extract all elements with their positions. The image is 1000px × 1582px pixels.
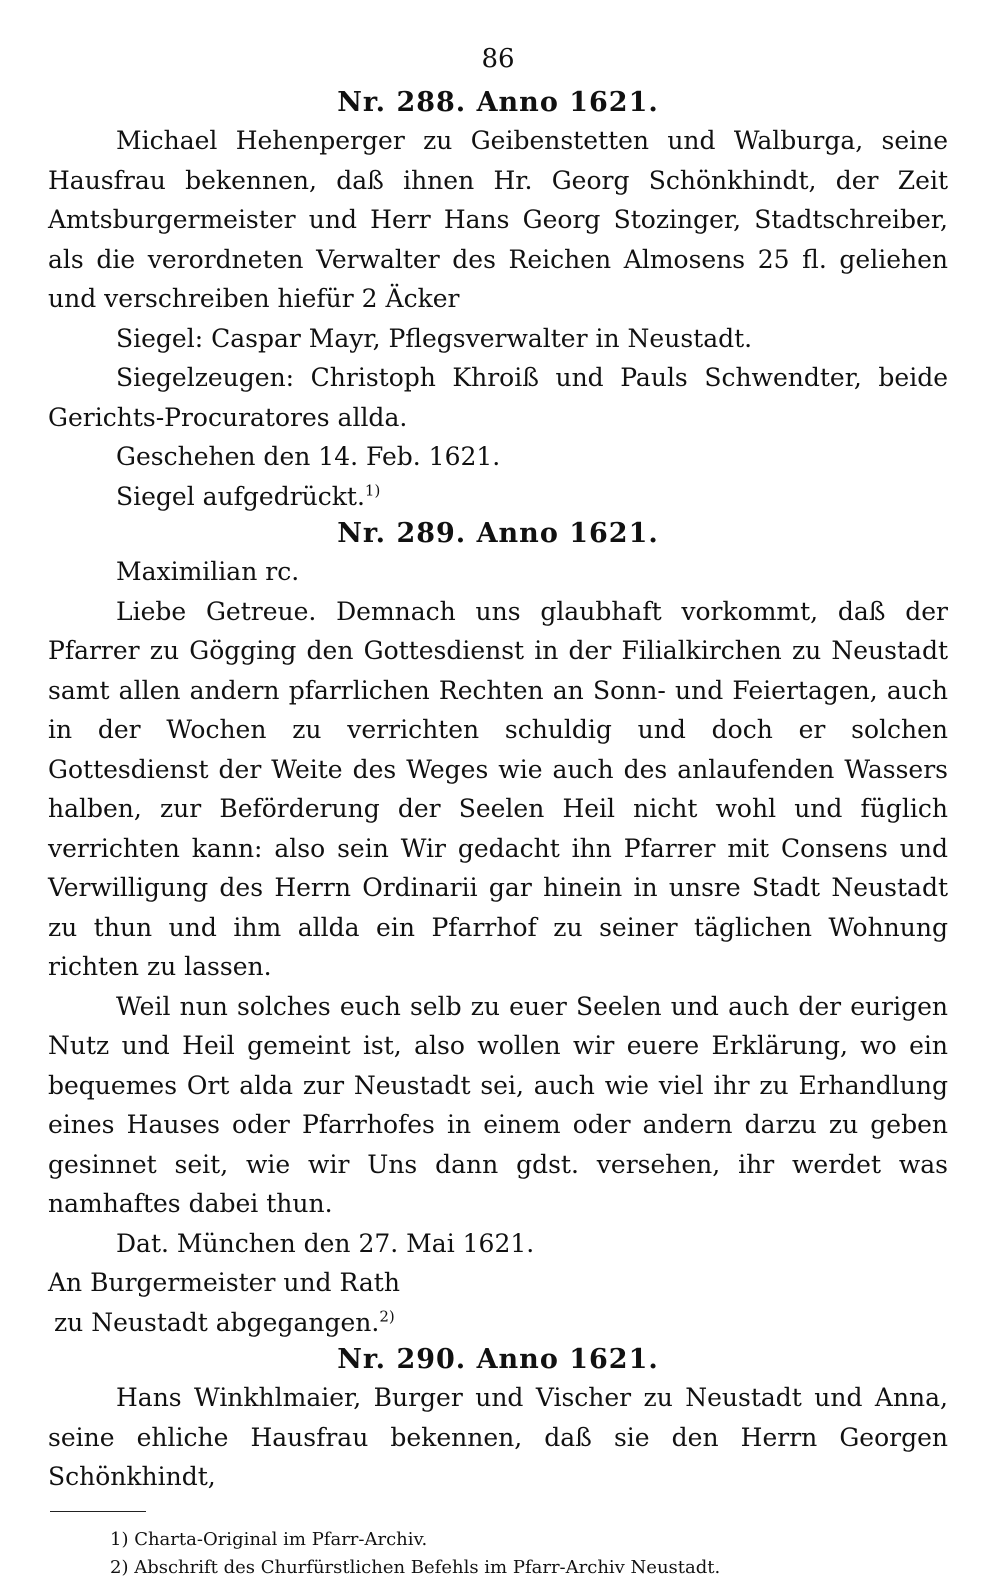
footnote-ref: 2) — [379, 1307, 395, 1326]
footnote: 2) Abschrift des Churfürstlichen Befehls im Pfarr-Archiv Neustadt. — [110, 1556, 721, 1578]
salutation-line: Maximilian rc. — [116, 557, 300, 586]
document-page — [48, 0, 948, 1582]
entry-text: Hans Winkhlmaier, Burger und Vischer zu Neustadt und Anna, seine ehliche Hausfrau bekennen, daß sie den Herrn Georgen Schönkhindt, — [48, 1383, 948, 1491]
entry-text: Weil nun solches euch selb zu euer Seelen und auch der eurigen Nutz und Heil gemeint ist, also wollen wir euere Erklärung, wo ein bequemes Ort alda zur Neustadt sei, auch wie viel ihr zu Erhandlung eines Hauses oder Pfarrhofes in einem oder andern darzu zu geben gesinnet seit, wie wir Uns dann gdst. versehen, ihr werdet was namhaftes dabei thun. — [48, 991, 948, 1218]
seal-note-text: Siegel aufgedrückt. — [116, 481, 365, 511]
footnotes — [48, 1511, 948, 1582]
entry-290 — [48, 1342, 948, 1497]
page-number: 86 — [481, 44, 515, 74]
address-line — [48, 1303, 948, 1343]
footnote-divider — [50, 1511, 146, 1512]
entry-text: Liebe Getreue. Demnach uns glaubhaft vorkommt, daß der Pfarrer zu Gögging den Gottesdienst in der Filialkirchen zu Neustadt samt allen andern pfarrlichen Rechten an Sonn- und Feiertagen, auch in der Wochen zu verrichten schuldig und doch er solchen Gottesdienst der Weite des Weges wie auch des anlaufenden Wassers halben, zur Beförderung der Seelen Heil nicht wohl und füglich verrichten kann: also sein Wir gedacht ihn Pfarrer mit Consens und Verwilligung des Herrn Ordinarii gar hinein in unsre Stadt Neustadt zu thun und ihm allda ein Pfarrhof zu seiner täglichen Wohnung richten zu lassen. — [48, 596, 948, 981]
entry-heading: Nr. 290. Anno 1621. — [337, 1344, 659, 1375]
entry-288 — [48, 85, 948, 516]
date-line: Geschehen den 14. Feb. 1621. — [116, 442, 501, 471]
footnote: 1) Charta-Original im Pfarr-Archiv. — [110, 1528, 428, 1550]
seal-line: Siegel: Caspar Mayr, Pflegsverwalter in Neustadt. — [116, 323, 753, 353]
entry-heading: Nr. 288. Anno 1621. — [337, 87, 659, 118]
seal-note-line — [48, 477, 948, 517]
date-line: Dat. München den 27. Mai 1621. — [116, 1228, 535, 1258]
entry-heading: Nr. 289. Anno 1621. — [337, 518, 659, 549]
footnote-ref: 1) — [364, 481, 381, 500]
entry-text: Michael Hehenperger zu Geibenstetten und Walburga, seine Hausfrau bekennen, daß ihnen Hr. Georg Schönkhindt, der Zeit Amtsburgermeister und Herr Hans Georg Stozinger, Stadtschreiber, als die verordneten Verwalter des Reichen Almosens 25 fl. geliehen und verschreiben hiefür 2 Äcker — [48, 126, 948, 313]
address-text: zu Neustadt abgegangen. — [54, 1307, 380, 1337]
address-line: An Burgermeister und Rath — [48, 1268, 400, 1297]
witnesses-line: Siegelzeugen: Christoph Khroiß und Pauls Schwendter, beide Gerichts-Procuratores allda. — [48, 363, 948, 432]
entry-289 — [48, 516, 948, 1342]
